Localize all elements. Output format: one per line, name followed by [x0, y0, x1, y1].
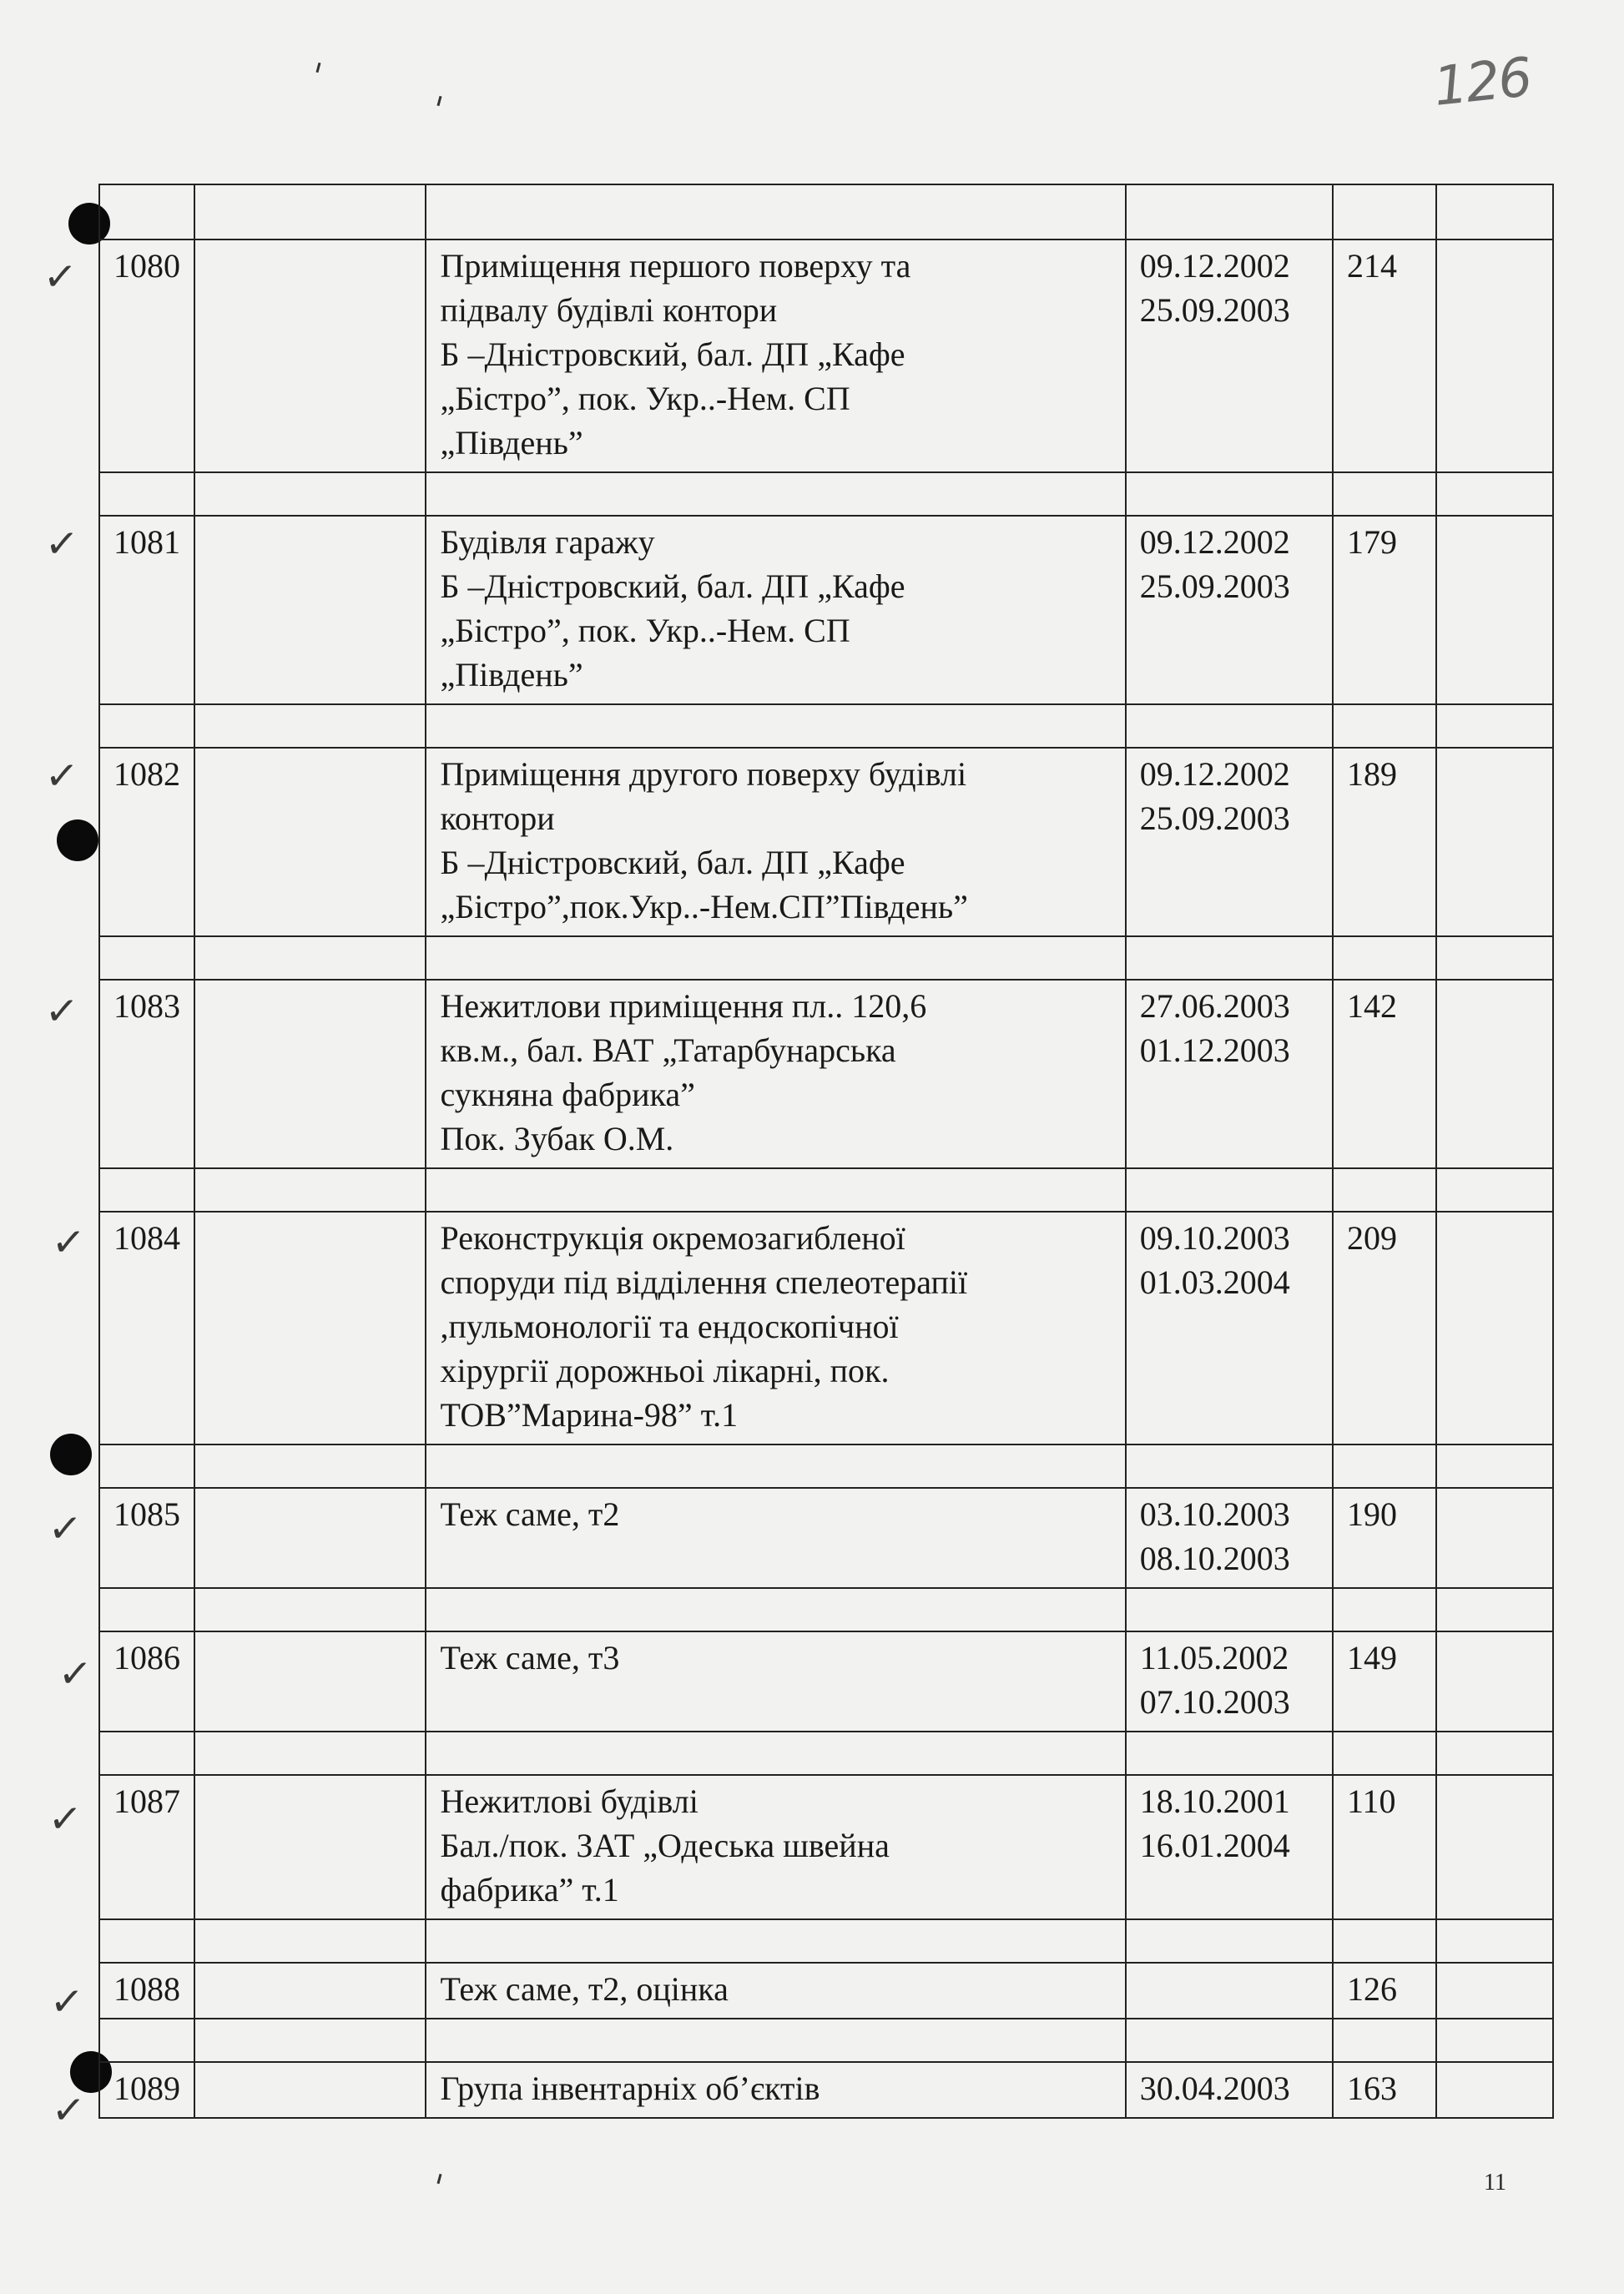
empty-cell — [1333, 472, 1436, 516]
empty-cell — [1126, 1588, 1333, 1631]
empty-cell — [1126, 1919, 1333, 1963]
case-number: 1087 — [99, 1775, 194, 1919]
spacer-row — [99, 704, 1553, 748]
case-title-line: „Бістро”, пок. Укр..-Нем. СП — [440, 612, 850, 649]
page-count: 110 — [1333, 1775, 1436, 1919]
case-date: 27.06.2003 — [1139, 987, 1290, 1025]
case-title-line: „Бістро”,пок.Укр..-Нем.СП”Південь” — [440, 888, 968, 925]
empty-cell — [1436, 1919, 1553, 1963]
case-date: 25.09.2003 — [1139, 567, 1290, 605]
table-row — [99, 2062, 1553, 2118]
spacer-row — [99, 1444, 1553, 1488]
empty-cell — [426, 184, 1125, 239]
table-row — [99, 980, 1553, 1168]
case-dates — [1126, 1963, 1333, 2019]
empty-cell — [1436, 1963, 1553, 2019]
page-count: 209 — [1333, 1212, 1436, 1444]
empty-cell — [99, 1919, 194, 1963]
empty-cell — [1126, 184, 1333, 239]
empty-cell — [1436, 1775, 1553, 1919]
empty-cell — [99, 2019, 194, 2062]
case-dates — [1126, 1488, 1333, 1588]
empty-cell — [99, 1588, 194, 1631]
empty-cell — [1436, 980, 1553, 1168]
case-number: 1086 — [99, 1631, 194, 1732]
inventory-table — [98, 184, 1554, 2119]
page-count: 142 — [1333, 980, 1436, 1168]
case-title-line: сукняна фабрика” — [440, 1076, 695, 1113]
empty-cell — [99, 184, 194, 239]
empty-cell — [426, 1732, 1125, 1775]
empty-cell — [426, 1588, 1125, 1631]
table-row — [99, 748, 1553, 936]
case-title-line: контори — [440, 799, 555, 837]
empty-cell — [194, 1488, 426, 1588]
case-date: 18.10.2001 — [1139, 1782, 1290, 1820]
case-title-line: „Бістро”, пок. Укр..-Нем. СП — [440, 380, 850, 417]
case-title-line: Приміщення другого поверху будівлі — [440, 755, 967, 793]
empty-cell — [1436, 472, 1553, 516]
punch-hole — [57, 819, 98, 861]
empty-cell — [1333, 2019, 1436, 2062]
empty-cell — [194, 1732, 426, 1775]
empty-cell — [194, 1919, 426, 1963]
case-number: 1084 — [99, 1212, 194, 1444]
empty-cell — [1436, 2062, 1553, 2118]
case-dates — [1126, 516, 1333, 704]
empty-cell — [1436, 1732, 1553, 1775]
empty-cell — [194, 2062, 426, 2118]
case-dates — [1126, 980, 1333, 1168]
case-title-line: Теж саме, т2 — [440, 1495, 620, 1533]
case-title — [426, 980, 1125, 1168]
empty-cell — [1436, 184, 1553, 239]
page-count: 190 — [1333, 1488, 1436, 1588]
empty-cell — [194, 980, 426, 1168]
empty-cell — [1436, 704, 1553, 748]
empty-cell — [194, 516, 426, 704]
empty-cell — [1436, 1444, 1553, 1488]
empty-cell — [1333, 936, 1436, 980]
case-date: 01.03.2004 — [1139, 1263, 1290, 1301]
empty-cell — [1333, 184, 1436, 239]
check-mark-icon: ✓ — [43, 519, 81, 569]
case-dates — [1126, 1631, 1333, 1732]
empty-cell — [1333, 704, 1436, 748]
case-date: 01.12.2003 — [1139, 1031, 1290, 1069]
case-date: 09.12.2002 — [1139, 755, 1290, 793]
case-number: 1085 — [99, 1488, 194, 1588]
case-title-line: фабрика” т.1 — [440, 1871, 619, 1908]
case-title — [426, 1963, 1125, 2019]
empty-cell — [194, 184, 426, 239]
case-title — [426, 1775, 1125, 1919]
case-title-line: „Південь” — [440, 656, 583, 693]
empty-cell — [194, 1588, 426, 1631]
case-title-line: Бал./пок. ЗАТ „Одеська швейна — [440, 1827, 890, 1864]
empty-cell — [99, 472, 194, 516]
table-row — [99, 1488, 1553, 1588]
page-count: 189 — [1333, 748, 1436, 936]
case-title-line: споруди під відділення спелеотерапії — [440, 1263, 968, 1301]
case-title-line: кв.м., бал. ВАТ „Татарбунарська — [440, 1031, 896, 1069]
case-date: 09.12.2002 — [1139, 523, 1290, 561]
empty-cell — [1436, 516, 1553, 704]
case-title-line: Реконструкція окремозагибленої — [440, 1219, 905, 1257]
empty-cell — [1436, 936, 1553, 980]
empty-cell — [426, 1168, 1125, 1212]
empty-cell — [194, 1168, 426, 1212]
spacer-row — [99, 1919, 1553, 1963]
table-row — [99, 1775, 1553, 1919]
case-title-line: Теж саме, т2, оцінка — [440, 1970, 729, 2008]
empty-cell — [1436, 1588, 1553, 1631]
empty-cell — [1333, 1168, 1436, 1212]
empty-cell — [1126, 472, 1333, 516]
page-count: 179 — [1333, 516, 1436, 704]
case-date: 25.09.2003 — [1139, 799, 1290, 837]
empty-cell — [1126, 1444, 1333, 1488]
table-row — [99, 1631, 1553, 1732]
check-mark-icon: ✓ — [47, 1504, 84, 1554]
empty-cell — [426, 704, 1125, 748]
case-title-line: Група інвентарніх об’єктів — [440, 2070, 820, 2107]
empty-cell — [194, 704, 426, 748]
empty-cell — [99, 1168, 194, 1212]
empty-cell — [194, 472, 426, 516]
spacer-row — [99, 936, 1553, 980]
empty-cell — [1436, 1168, 1553, 1212]
empty-cell — [1436, 748, 1553, 936]
case-title — [426, 1631, 1125, 1732]
paper-speck — [315, 63, 320, 73]
empty-cell — [1333, 1732, 1436, 1775]
case-title-line: Пок. Зубак О.М. — [440, 1120, 674, 1157]
case-date: 11.05.2002 — [1139, 1639, 1289, 1676]
case-title-line: Б –Дністровский, бал. ДП „Кафе — [440, 844, 905, 881]
case-title — [426, 1212, 1125, 1444]
case-number: 1088 — [99, 1963, 194, 2019]
case-date: 25.09.2003 — [1139, 291, 1290, 329]
check-mark-icon: ✓ — [43, 986, 81, 1036]
empty-cell — [1436, 2019, 1553, 2062]
page-count: 149 — [1333, 1631, 1436, 1732]
case-dates — [1126, 1775, 1333, 1919]
empty-cell — [426, 936, 1125, 980]
case-title — [426, 1488, 1125, 1588]
empty-cell — [99, 704, 194, 748]
empty-cell — [1436, 1631, 1553, 1732]
case-title — [426, 239, 1125, 472]
spacer-row — [99, 1732, 1553, 1775]
empty-cell — [1436, 1488, 1553, 1588]
empty-cell — [426, 472, 1125, 516]
spacer-row — [99, 2019, 1553, 2062]
punch-hole — [50, 1434, 92, 1475]
empty-cell — [426, 2019, 1125, 2062]
paper-speck — [436, 2174, 441, 2184]
check-mark-icon: ✓ — [48, 1977, 86, 2027]
case-date: 16.01.2004 — [1139, 1827, 1290, 1864]
empty-cell — [1333, 1588, 1436, 1631]
case-date: 08.10.2003 — [1139, 1540, 1290, 1577]
case-dates — [1126, 2062, 1333, 2118]
empty-cell — [1126, 1168, 1333, 1212]
spacer-row — [99, 184, 1553, 239]
page-number: 11 — [1484, 2170, 1506, 2196]
case-title-line: підвалу будівлі контори — [440, 291, 778, 329]
empty-cell — [194, 2019, 426, 2062]
case-number: 1082 — [99, 748, 194, 936]
empty-cell — [194, 1444, 426, 1488]
case-date: 07.10.2003 — [1139, 1683, 1290, 1721]
empty-cell — [1333, 1444, 1436, 1488]
case-number: 1089 — [99, 2062, 194, 2118]
case-number: 1081 — [99, 516, 194, 704]
empty-cell — [1126, 1732, 1333, 1775]
spacer-row — [99, 1168, 1553, 1212]
case-title — [426, 516, 1125, 704]
empty-cell — [1333, 1919, 1436, 1963]
check-mark-icon: ✓ — [50, 2085, 88, 2135]
empty-cell — [194, 239, 426, 472]
spacer-row — [99, 472, 1553, 516]
case-title-line: Приміщення першого поверху та — [440, 247, 911, 285]
page-count: 214 — [1333, 239, 1436, 472]
case-number: 1080 — [99, 239, 194, 472]
case-date: 09.10.2003 — [1139, 1219, 1290, 1257]
case-title-line: Нежитлові будівлі — [440, 1782, 699, 1820]
case-number: 1083 — [99, 980, 194, 1168]
empty-cell — [1436, 1212, 1553, 1444]
case-dates — [1126, 1212, 1333, 1444]
empty-cell — [99, 1444, 194, 1488]
empty-cell — [1126, 704, 1333, 748]
check-mark-icon: ✓ — [50, 1218, 88, 1268]
paper-speck — [436, 96, 441, 106]
case-title-line: ТОВ”Марина-98” т.1 — [440, 1396, 739, 1434]
case-title-line: Б –Дністровский, бал. ДП „Кафе — [440, 567, 905, 605]
case-title — [426, 2062, 1125, 2118]
empty-cell — [1126, 936, 1333, 980]
empty-cell — [99, 936, 194, 980]
case-title-line: „Південь” — [440, 424, 583, 461]
case-title-line: хірургії дорожньоі лікарні, пок. — [440, 1352, 890, 1389]
check-mark-icon: ✓ — [57, 1649, 94, 1699]
table-row — [99, 516, 1553, 704]
empty-cell — [1436, 239, 1553, 472]
case-title-line: Нежитлови приміщення пл.. 120,6 — [440, 987, 927, 1025]
case-date: 30.04.2003 — [1139, 2070, 1290, 2107]
case-date: 03.10.2003 — [1139, 1495, 1290, 1533]
case-title-line: Б –Дністровский, бал. ДП „Кафе — [440, 335, 905, 373]
table-row — [99, 239, 1553, 472]
spacer-row — [99, 1588, 1553, 1631]
empty-cell — [194, 1212, 426, 1444]
check-mark-icon: ✓ — [42, 252, 79, 302]
empty-cell — [194, 1631, 426, 1732]
case-dates — [1126, 748, 1333, 936]
case-title-line: Будівля гаражу — [440, 523, 655, 561]
page-count: 163 — [1333, 2062, 1436, 2118]
handwritten-folio-number: 126 — [1430, 47, 1534, 118]
empty-cell — [426, 1444, 1125, 1488]
empty-cell — [194, 1963, 426, 2019]
case-dates — [1126, 239, 1333, 472]
page-count: 126 — [1333, 1963, 1436, 2019]
empty-cell — [194, 1775, 426, 1919]
case-title-line: Теж саме, т3 — [440, 1639, 620, 1676]
case-title — [426, 748, 1125, 936]
empty-cell — [99, 1732, 194, 1775]
case-title-line: ,пульмонології та ендоскопічної — [440, 1308, 899, 1345]
check-mark-icon: ✓ — [43, 751, 81, 801]
case-date: 09.12.2002 — [1139, 247, 1290, 285]
empty-cell — [426, 1919, 1125, 1963]
table-row — [99, 1212, 1553, 1444]
empty-cell — [194, 748, 426, 936]
empty-cell — [1126, 2019, 1333, 2062]
empty-cell — [194, 936, 426, 980]
table-row — [99, 1963, 1553, 2019]
check-mark-icon: ✓ — [47, 1794, 84, 1844]
